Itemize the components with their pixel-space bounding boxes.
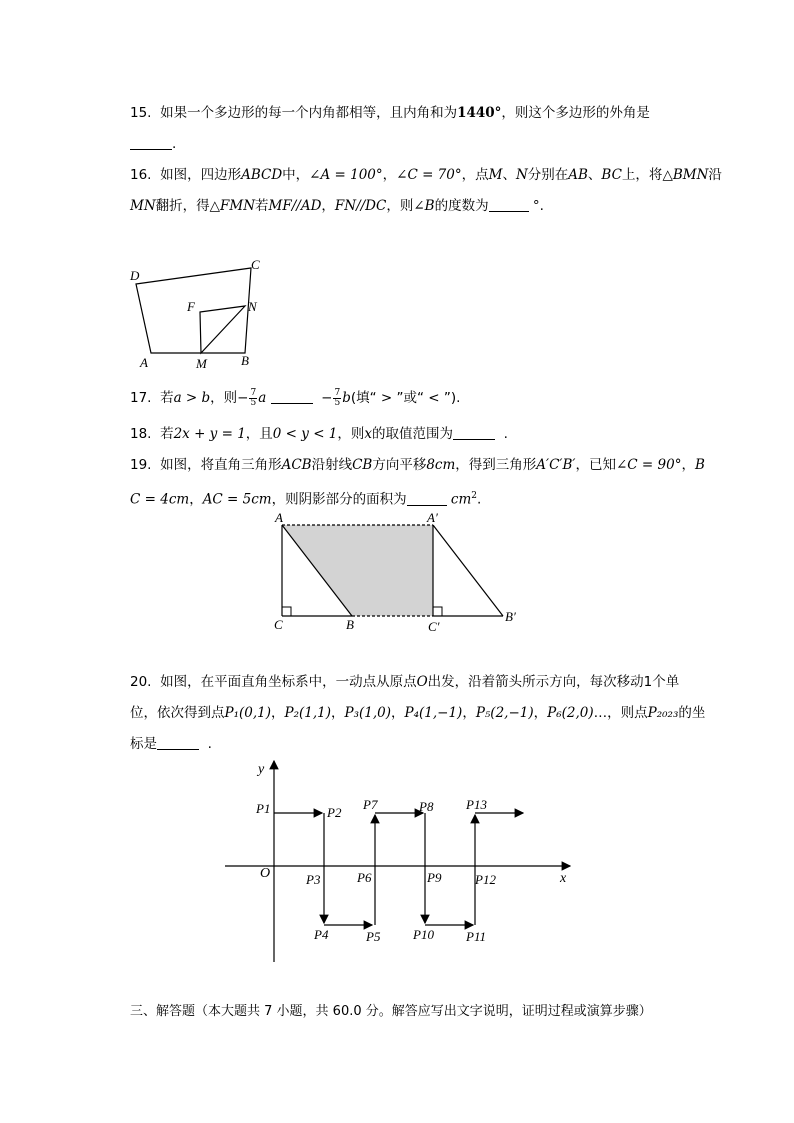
q20-line3: 标是 .: [130, 736, 212, 752]
label-c-prime: C′: [428, 619, 440, 634]
label-p4: P4: [314, 927, 329, 942]
q15-line2: .: [130, 134, 176, 154]
shaded-region: [282, 525, 433, 616]
label-origin: O: [260, 866, 271, 881]
label-p1: P1: [256, 801, 271, 816]
q16-quadrilateral-figure: [120, 250, 280, 375]
label-f: F: [187, 299, 195, 314]
label-p6: P6: [357, 870, 372, 885]
q19-translation-figure: [270, 508, 530, 636]
q20-line1: 20. 如图，在平面直角坐标系中，一动点从原点O出发，沿着箭头所示方向，每次移动1个单: [130, 674, 680, 690]
q20-coordinate-figure: [220, 755, 580, 970]
q16-line1: 16. 如图，四边形ABCD中，∠A = 100°，∠C = 70°，点M、N分别在AB、BC上，将△BMN沿: [130, 167, 722, 183]
answer-blank[interactable]: [157, 735, 199, 750]
label-m: M: [196, 356, 207, 371]
q15-number: 15.: [130, 105, 152, 121]
label-p5: P5: [366, 929, 381, 944]
label-a: A: [140, 355, 148, 370]
fraction-7-5: $\frac{7}{5}$: [250, 387, 257, 408]
answer-blank[interactable]: [489, 197, 529, 212]
section-3-heading: 三、解答题（本大题共 7 小题，共 60.0 分。解答应写出文字说明，证明过程或演算步骤）: [130, 1004, 652, 1019]
label-p9: P9: [427, 870, 442, 885]
answer-blank[interactable]: [407, 491, 447, 506]
label-b: B: [346, 617, 354, 632]
label-p10: P10: [413, 927, 434, 942]
answer-blank[interactable]: [453, 425, 495, 440]
q19-line2: C = 4cm，AC = 5cm，则阴影部分的面积为 $cm^2$.: [130, 491, 482, 508]
label-b-prime: B′: [505, 609, 516, 624]
label-b: B: [241, 353, 249, 368]
label-n: N: [248, 299, 257, 314]
q16-line2: MN翻折，得△FMN若MF//AD，FN//DC，则∠B的度数为 °.: [130, 198, 544, 214]
label-c: C: [274, 617, 283, 632]
q15-line1: 15. 如果一个多边形的每一个内角都相等，且内角和为1440°，则这个多边形的外角是: [130, 105, 650, 121]
q18-line: 18. 若2x + y = 1，且0 < y < 1，则x的取值范围为 .: [130, 426, 508, 442]
label-y: y: [258, 762, 265, 777]
q17-line: 17. 若a > b，则− $\frac{7}{5}$ a − $\frac{7}{5}$ b(填“ > ”或“ < ”).: [130, 387, 461, 408]
label-a-prime: A′: [427, 510, 438, 525]
q20-line2: 位，依次得到点P₁(0,1)，P₂(1,1)，P₃(1,0)，P₄(1,−1)，P₅(2,−1)，P₆(2,0)…，则点P₂₀₂₃的坐: [130, 705, 706, 721]
label-p12: P12: [475, 872, 496, 887]
label-d: D: [130, 268, 140, 283]
label-p8: P8: [419, 799, 434, 814]
label-p13: P13: [466, 797, 487, 812]
label-p3: P3: [306, 872, 321, 887]
answer-blank[interactable]: [130, 135, 172, 150]
label-p11: P11: [466, 929, 486, 944]
label-x: x: [560, 871, 567, 886]
label-p7: P7: [363, 797, 378, 812]
fraction-7-5: $\frac{7}{5}$: [334, 387, 341, 408]
label-p2: P2: [327, 805, 342, 820]
label-a: A: [275, 510, 283, 525]
q19-line1: 19. 如图，将直角三角形ACB沿射线CB方向平移8cm，得到三角形A′C′B′，已知∠C = 90°，B: [130, 457, 705, 473]
label-c: C: [251, 257, 260, 272]
answer-blank[interactable]: [271, 389, 313, 404]
